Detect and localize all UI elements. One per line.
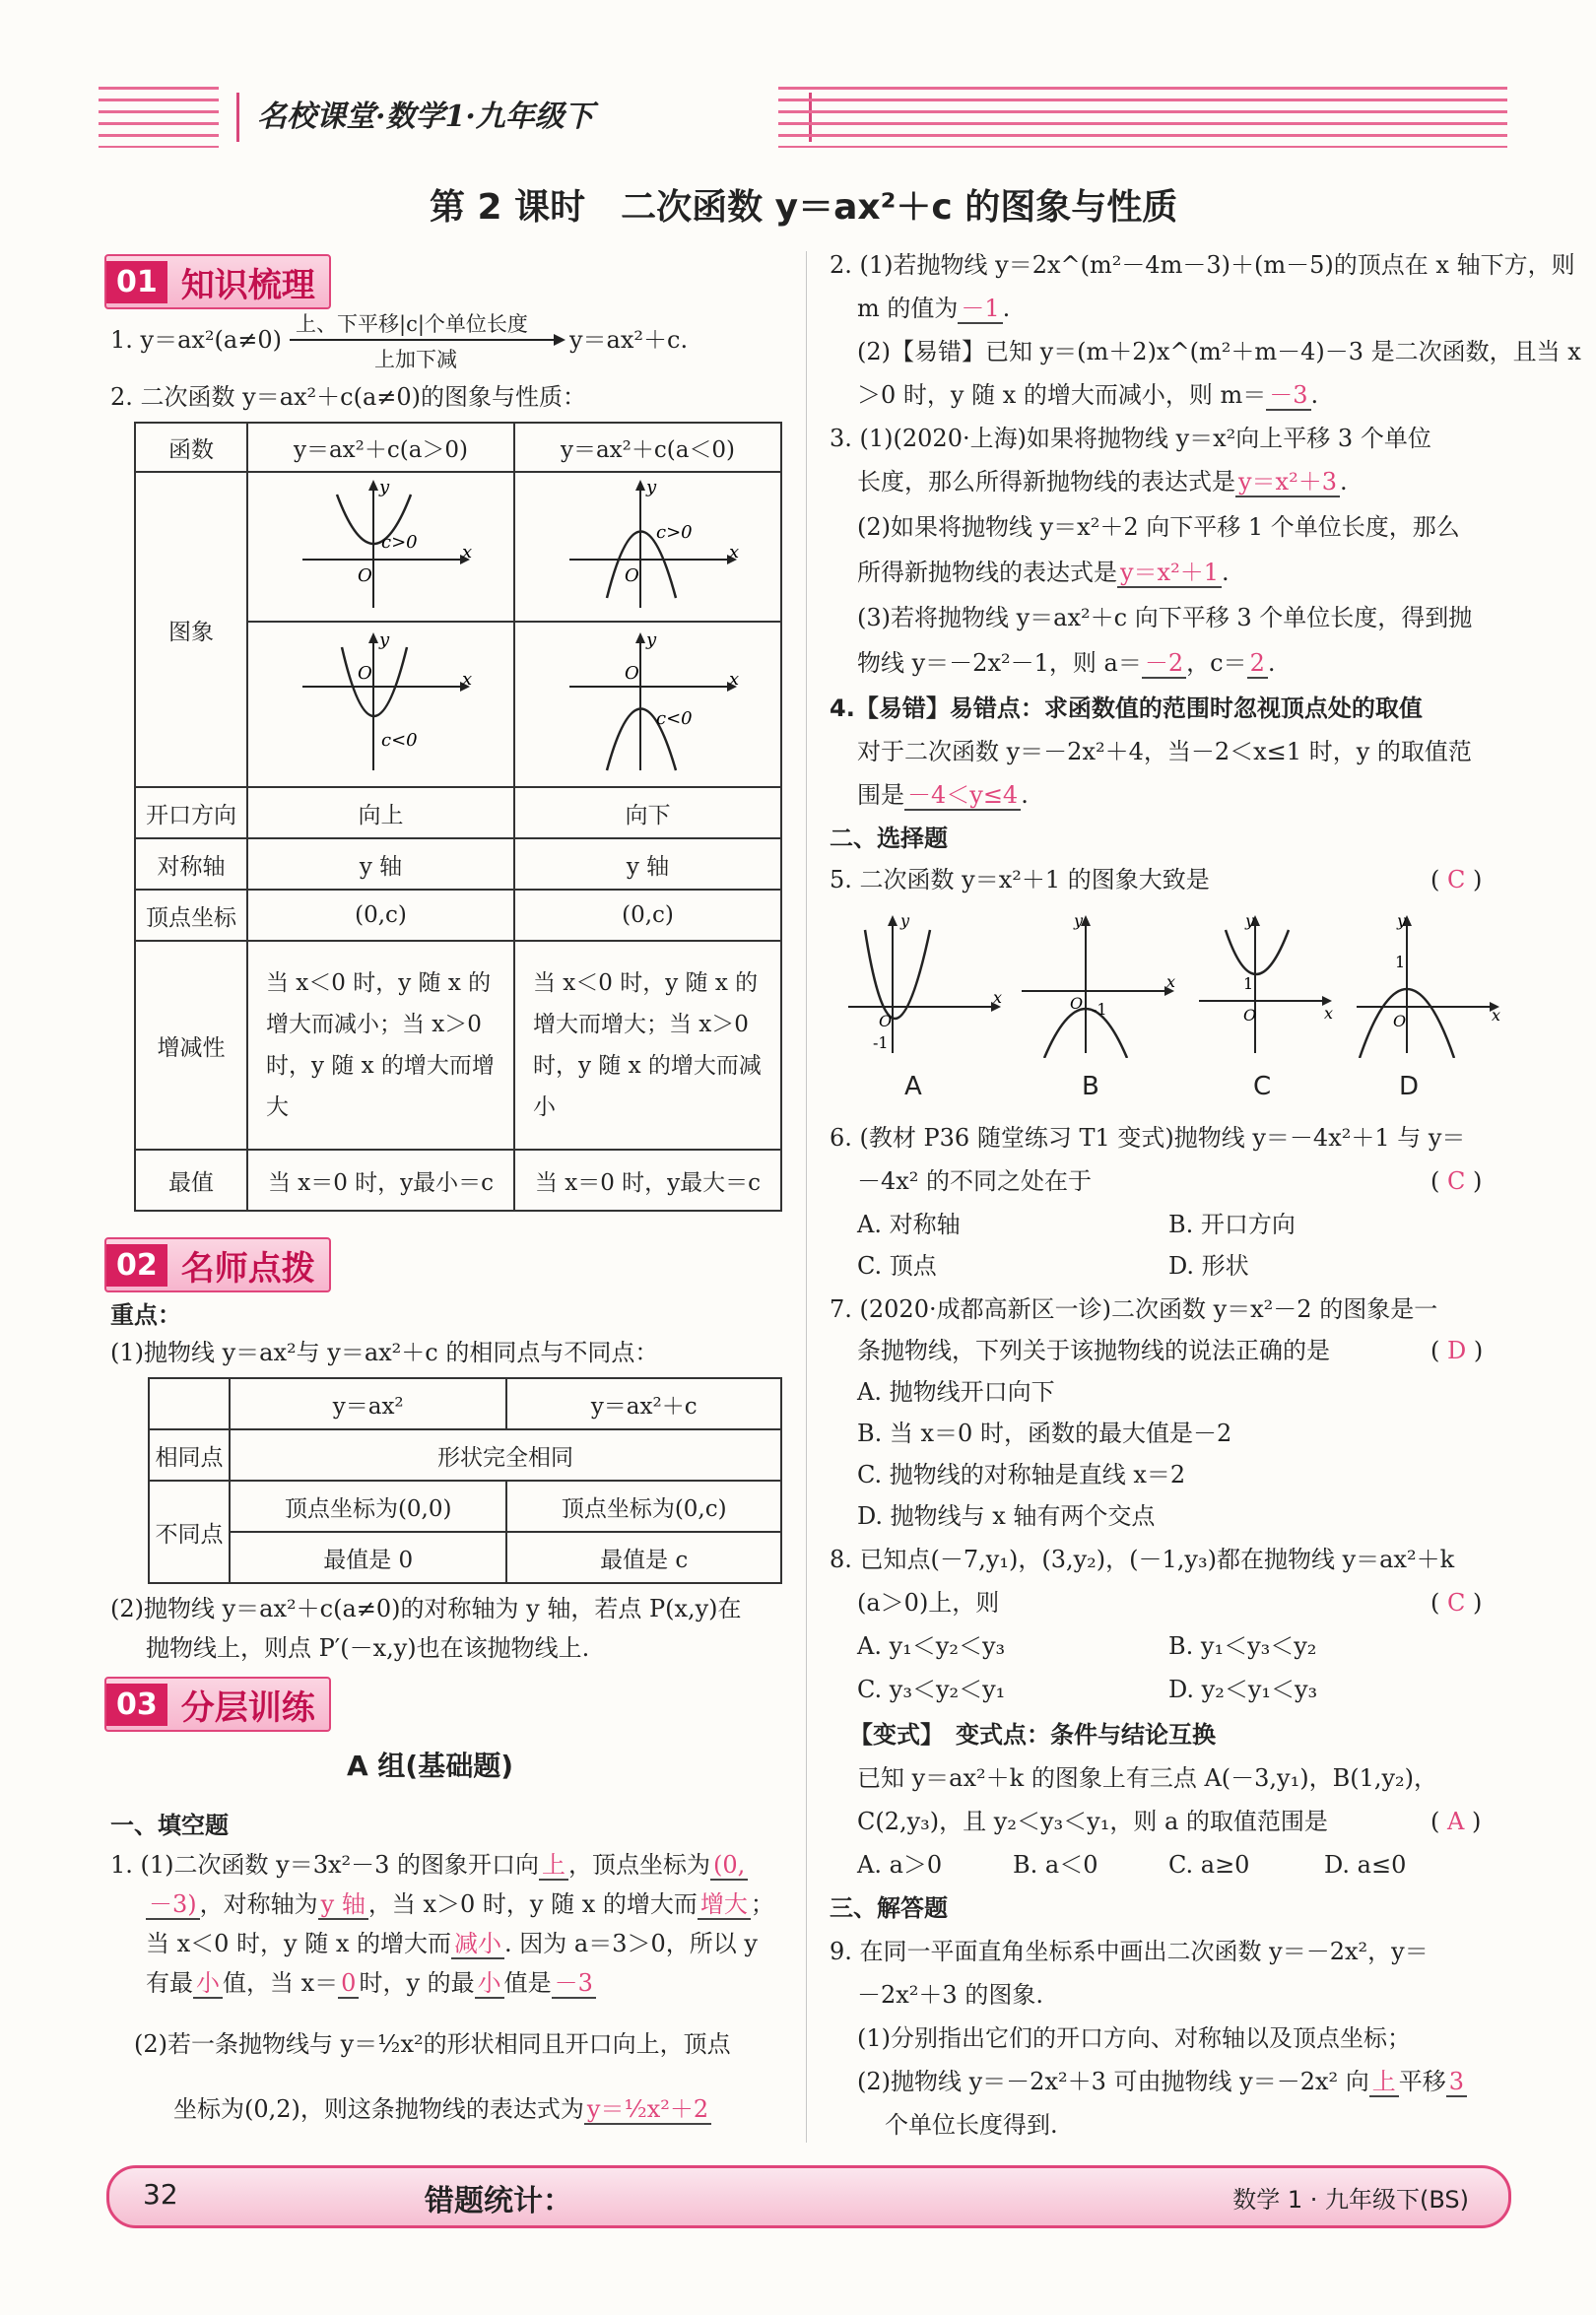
graph-cell	[247, 622, 514, 787]
graph-cell	[514, 622, 781, 787]
q5-label: D	[1399, 1072, 1420, 1101]
section-name: 分层训练	[180, 1687, 315, 1728]
q6-option: B. 开口方向	[1168, 1211, 1296, 1238]
answer: C	[1447, 1589, 1466, 1617]
svg-text:y: y	[900, 911, 910, 930]
section-knowledge	[104, 254, 331, 309]
svg-text:O: O	[1243, 1006, 1257, 1025]
q9-line1: 9. 在同一平面直角坐标系中画出二次函数 y＝－2x²，y＝	[830, 1938, 1429, 1965]
table-cell: 当 x＝0 时，y最大＝c	[514, 1150, 781, 1211]
answer: －4＜y≤4	[904, 781, 1021, 811]
q3-line1: 3. (1)(2020·上海)如果将抛物线 y＝x²向上平移 3 个单位	[830, 425, 1431, 452]
q5-label: A	[904, 1072, 922, 1101]
answer: 0	[338, 1969, 359, 1999]
section-training	[104, 1677, 331, 1732]
row-label: 最值	[135, 1150, 247, 1211]
svg-text:-1: -1	[1092, 1000, 1107, 1019]
q7-option: D. 抛物线与 x 轴有两个交点	[857, 1502, 1156, 1530]
svg-text:x: x	[461, 669, 472, 690]
q2-line2: m 的值为 －1 .	[857, 295, 1011, 322]
q7-option: C. 抛物线的对称轴是直线 x＝2	[857, 1461, 1186, 1488]
svg-text:O: O	[879, 1012, 893, 1030]
row-label: 顶点坐标	[135, 890, 247, 941]
knowledge-item2: 2. 二次函数 y＝ax²＋c(a≠0)的图象与性质：	[110, 383, 587, 411]
table-header: y＝ax²＋c(a＜0)	[514, 423, 781, 472]
c-label: c<0	[655, 708, 693, 729]
graph-cell	[514, 472, 781, 622]
answer: 小	[193, 1969, 223, 1999]
q8-variant-option: A. a＞0	[857, 1851, 943, 1879]
svg-text:y: y	[378, 629, 389, 650]
lesson-title: 第 2 课时 二次函数 y＝ax²＋c 的图象与性质	[430, 187, 1178, 228]
tips-p1: (1)抛物线 y＝ax²与 y＝ax²＋c 的相同点与不同点：	[110, 1339, 659, 1366]
q9-line3: (1)分别指出它们的开口方向、对称轴以及顶点坐标；	[857, 2024, 1411, 2052]
q8-variant-line1: 已知 y＝ax²＋k 的图象上有三点 A(－3,y₁)，B(1,y₂)，	[857, 1764, 1438, 1792]
table-cell: 当 x＝0 时，y最小＝c	[247, 1150, 514, 1211]
svg-text:x: x	[1492, 1006, 1501, 1025]
svg-text:1: 1	[1395, 953, 1406, 971]
answer: C	[1447, 866, 1466, 893]
table-cell: y 轴	[514, 838, 781, 890]
q9-line2: －2x²＋3 的图象.	[857, 1981, 1043, 2009]
q5-answer: ( C )	[1430, 866, 1483, 893]
table-cell: 当 x＜0 时，y 随 x 的增大而增大；当 x＞0 时，y 随 x 的增大而减小	[514, 941, 781, 1150]
svg-text:y: y	[645, 629, 656, 650]
answer: －3	[1266, 381, 1310, 411]
svg-text:-1: -1	[873, 1033, 889, 1052]
c-label: c>0	[380, 532, 418, 553]
c-label: c<0	[380, 730, 418, 751]
answer: 小	[475, 1969, 504, 1999]
table-cell: 最值是 c	[506, 1532, 781, 1583]
arrow-top-label: 上、下平移|c|个单位长度	[296, 312, 528, 336]
graph-down-cpos	[550, 475, 747, 613]
answer: A	[1447, 1808, 1465, 1835]
section-name: 名师点拨	[180, 1248, 315, 1289]
q7-option: B. 当 x＝0 时，函数的最大值是－2	[857, 1420, 1232, 1447]
row-label: 增减性	[135, 941, 247, 1150]
q9-line4: (2)抛物线 y＝－2x²＋3 可由抛物线 y＝－2x² 向 上 平移 3	[857, 2065, 1467, 2098]
q2-line1: 2. (1)若抛物线 y＝2x^(m²－4m－3)＋(m－5)的顶点在 x 轴下方，则	[830, 251, 1575, 279]
svg-text:y: y	[1074, 911, 1084, 930]
q8-line2: (a＞0)上，则	[857, 1589, 1000, 1617]
answer: y＝½x²＋2	[584, 2095, 711, 2125]
answer: C	[1447, 1167, 1466, 1195]
table-cell: 向下	[514, 787, 781, 838]
q5-graph-c	[1194, 910, 1362, 1058]
q6-answer: ( C )	[1430, 1167, 1483, 1195]
svg-text:y: y	[378, 477, 389, 497]
svg-text:O: O	[357, 663, 372, 684]
answer: 3	[1446, 2068, 1467, 2097]
row-label: 不同点	[149, 1481, 230, 1583]
q6-option: D. 形状	[1168, 1252, 1249, 1280]
group-a-title: A 组(基础题)	[347, 1750, 514, 1782]
q3-line5: (3)若将抛物线 y＝ax²＋c 向下平移 3 个单位长度，得到抛	[857, 604, 1473, 631]
q7-answer: ( D )	[1430, 1337, 1484, 1364]
q1-line3: 当 x＜0 时，y 随 x 的增大而 减小 . 因为 a＝3＞0，所以 y	[146, 1930, 758, 1957]
solve-title: 三、解答题	[830, 1894, 948, 1922]
page-number: 32	[143, 2178, 178, 2211]
q6-line1: 6. (教材 P36 随堂练习 T1 变式)抛物线 y＝－4x²＋1 与 y＝	[830, 1124, 1466, 1152]
q8-option: C. y₃＜y₂＜y₁	[857, 1676, 1006, 1703]
table-cell: 顶点坐标为(0,0)	[230, 1481, 506, 1532]
q3-line4: 所得新抛物线的表达式是 y＝x²＋1 .	[857, 559, 1230, 586]
section-number: 03	[106, 1684, 167, 1726]
tips-p2-line2: 抛物线上，则点 P′(－x,y)也在该抛物线上.	[146, 1634, 590, 1662]
svg-text:O: O	[624, 565, 639, 586]
column-divider	[806, 251, 807, 2143]
svg-text:y: y	[1245, 911, 1255, 930]
svg-text:O: O	[624, 663, 639, 684]
svg-text:1: 1	[1243, 974, 1254, 993]
page-header	[99, 87, 1507, 148]
q6-option: C. 顶点	[857, 1252, 937, 1280]
table-header: y＝ax²＋c	[506, 1378, 781, 1429]
answer: y 轴	[318, 1890, 368, 1920]
answer: 上	[539, 1851, 568, 1881]
q8-option: A. y₁＜y₂＜y₃	[857, 1632, 1006, 1660]
row-label: 对称轴	[135, 838, 247, 890]
q8-variant-option: B. a＜0	[1013, 1851, 1098, 1879]
q5-graph-b	[1017, 910, 1184, 1058]
row-label: 开口方向	[135, 787, 247, 838]
q1-line5: (2)若一条抛物线与 y＝½x²的形状相同且开口向上，顶点	[134, 2030, 731, 2058]
table-cell: 形状完全相同	[230, 1429, 781, 1481]
q7-line2: 条抛物线，下列关于该抛物线的说法正确的是	[857, 1337, 1330, 1364]
graph-row-label: 图象	[135, 472, 247, 787]
answer: 上	[1369, 2068, 1399, 2097]
answer: －3)	[146, 1890, 200, 1920]
error-stats-label: 错题统计：	[425, 2184, 572, 2218]
table-header: y＝ax²	[230, 1378, 506, 1429]
q8-variant-option: C. a≥0	[1168, 1851, 1250, 1879]
q5-graph-a	[843, 910, 1011, 1058]
q8-variant-line2: C(2,y₃)，且 y₂＜y₃＜y₁，则 a 的取值范围是	[857, 1808, 1328, 1835]
q4-line2: 对于二次函数 y＝－2x²＋4，当－2＜x≤1 时，y 的取值范	[857, 738, 1472, 765]
q6-option: A. 对称轴	[857, 1211, 961, 1238]
q7-line1: 7. (2020·成都高新区一诊)二次函数 y＝x²－2 的图象是一	[830, 1295, 1438, 1323]
arrow-bottom-label: 上加下减	[374, 348, 457, 371]
header-stripes-right	[778, 87, 1507, 148]
table-cell: 顶点坐标为(0,c)	[506, 1481, 781, 1532]
graph-up-cpos	[283, 475, 480, 613]
q8-variant-option: D. a≤0	[1324, 1851, 1407, 1879]
header-stripes-left	[99, 87, 219, 148]
q4-line3: 围是 －4＜y≤4 .	[857, 781, 1029, 809]
graph-cell	[247, 472, 514, 622]
svg-text:x: x	[461, 542, 472, 562]
graph-down-cneg	[550, 628, 747, 775]
c-label: c>0	[655, 522, 693, 543]
svg-text:x: x	[1166, 972, 1176, 991]
answer: D	[1447, 1337, 1467, 1364]
q2-line4: ＞0 时，y 随 x 的增大而减小，则 m＝ －3 .	[857, 381, 1319, 409]
page-footer	[106, 2165, 1511, 2228]
compare-table	[148, 1377, 782, 1584]
table-header: 函数	[135, 423, 247, 472]
q8-answer: ( C )	[1430, 1589, 1483, 1617]
q1-line6: 坐标为(0,2)，则这条抛物线的表达式为 y＝½x²＋2	[173, 2092, 711, 2126]
q5-text: 5. 二次函数 y＝x²＋1 的图象大致是	[830, 866, 1210, 893]
book-title: 名校课堂·数学1·九年级下	[236, 93, 812, 142]
tips-focus: 重点：	[110, 1301, 181, 1329]
q5-graph-d	[1352, 910, 1519, 1058]
answer: 增大	[698, 1890, 751, 1920]
svg-text:x: x	[728, 669, 739, 690]
q8-option: D. y₂＜y₁＜y₃	[1168, 1676, 1318, 1703]
section-number: 01	[106, 261, 167, 303]
table-cell: 向上	[247, 787, 514, 838]
knowledge-item1-right: y＝ax²＋c.	[569, 326, 689, 354]
properties-table	[134, 422, 782, 1212]
fill-blank-title: 一、填空题	[110, 1812, 229, 1839]
svg-text:x: x	[1324, 1004, 1334, 1023]
q3-line6: 物线 y＝－2x²－1，则 a＝ －2 ，c＝ 2 .	[857, 649, 1276, 677]
section-tips	[104, 1237, 331, 1292]
q1-line4: 有最 小 值，当 x＝ 0 时，y 的最 小 值是 －3	[146, 1966, 596, 2000]
table-cell: (0,c)	[247, 890, 514, 941]
section-number: 02	[106, 1244, 167, 1287]
q3-line2: 长度，那么所得新抛物线的表达式是 y＝x²＋3 .	[857, 468, 1348, 496]
table-header: y＝ax²＋c(a＞0)	[247, 423, 514, 472]
q8-variant-title: 【变式】 变式点：条件与结论互换	[849, 1721, 1216, 1749]
svg-text:y: y	[645, 477, 656, 497]
knowledge-item1-left: 1. y＝ax²(a≠0)	[110, 326, 282, 354]
svg-text:O: O	[1070, 994, 1084, 1013]
q4-line1: 4.【易错】易错点：求函数值的范围时忽视顶点处的取值	[830, 694, 1423, 722]
q3-line3: (2)如果将抛物线 y＝x²＋2 向下平移 1 个单位长度，那么	[857, 513, 1460, 541]
q7-option: A. 抛物线开口向下	[857, 1378, 1055, 1406]
answer: y＝x²＋3	[1235, 468, 1340, 497]
q6-line2: －4x² 的不同之处在于	[857, 1167, 1093, 1195]
footer-book: 数学 1 · 九年级下(BS)	[1232, 2186, 1469, 2214]
q1-line1: 1. (1)二次函数 y＝3x²－3 的图象开口向 上 ，顶点坐标为 (0,	[110, 1848, 748, 1882]
q9-line5: 个单位长度得到.	[885, 2111, 1058, 2139]
tips-p2-line1: (2)抛物线 y＝ax²＋c(a≠0)的对称轴为 y 轴，若点 P(x,y)在	[110, 1595, 742, 1622]
svg-text:O: O	[357, 565, 372, 586]
row-label: 相同点	[149, 1429, 230, 1481]
table-cell: (0,c)	[514, 890, 781, 941]
q5-label: C	[1253, 1072, 1272, 1101]
svg-text:O: O	[1393, 1012, 1407, 1030]
q8-variant-answer: ( A )	[1430, 1808, 1482, 1835]
q5-label: B	[1082, 1072, 1099, 1101]
answer: 2	[1247, 649, 1268, 679]
table-cell: 当 x＜0 时，y 随 x 的增大而减小；当 x＞0 时，y 随 x 的增大而增大	[247, 941, 514, 1150]
section-name: 知识梳理	[180, 265, 315, 305]
q2-line3: (2)【易错】已知 y＝(m＋2)x^(m²＋m－4)－3 是二次函数，且当 x	[857, 338, 1581, 365]
q8-option: B. y₁＜y₃＜y₂	[1168, 1632, 1317, 1660]
svg-text:x: x	[728, 542, 739, 562]
answer: －3	[552, 1969, 596, 1999]
svg-text:x: x	[993, 988, 1003, 1007]
answer: y＝x²＋1	[1117, 559, 1222, 588]
answer: 减小	[451, 1930, 504, 1959]
choice-title: 二、选择题	[830, 825, 948, 852]
answer: (0,	[710, 1851, 748, 1881]
table-cell: 最值是 0	[230, 1532, 506, 1583]
answer: －2	[1142, 649, 1186, 679]
svg-text:y: y	[1397, 911, 1407, 930]
graph-up-cneg	[283, 628, 480, 775]
q8-line1: 8. 已知点(－7,y₁)，(3,y₂)，(－1,y₃)都在抛物线 y＝ax²＋k	[830, 1546, 1455, 1573]
answer: －1	[958, 295, 1002, 324]
table-cell: y 轴	[247, 838, 514, 890]
q1-line2: －3) ，对称轴为 y 轴 ，当 x＞0 时，y 随 x 的增大而 增大 ；	[146, 1887, 774, 1921]
